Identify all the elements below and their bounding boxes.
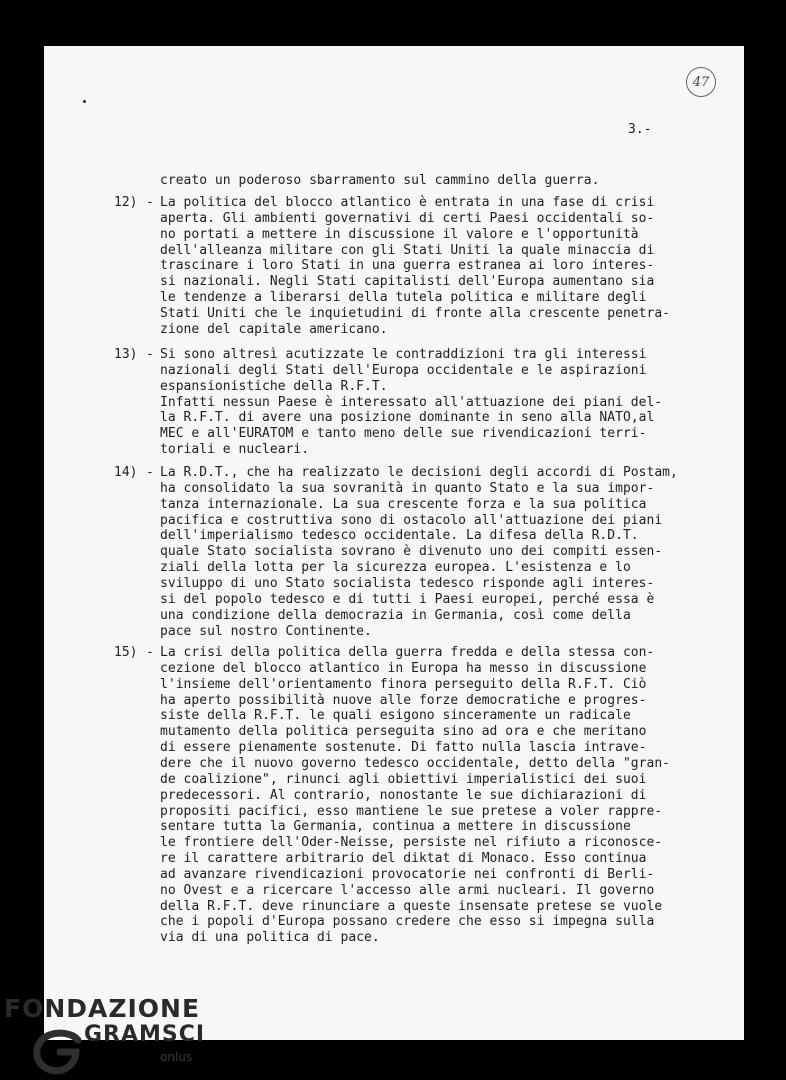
- watermark-gramsci: GRAMSCI: [84, 1022, 206, 1047]
- text-line: cezione del blocco atlantico in Europa ha messo in discussione: [160, 660, 647, 676]
- text-line: mutamento della politica perseguita sino ad ora e che meritano: [160, 724, 647, 740]
- text-line: la R.F.T. di avere una posizione dominante in seno alla NATO,al: [160, 410, 655, 426]
- intro-line: creato un poderoso sbarramento sul cammino della guerra.: [160, 173, 600, 188]
- text-line: sviluppo di uno Stato socialista tedesco risponde agli interes-: [160, 575, 655, 591]
- text-line: siste della R.F.T. le quali esigono sinceramente un radicale: [160, 708, 631, 724]
- text-line: l'insieme dell'orientamento finora perseguito della R.F.T. Ciò: [160, 676, 647, 692]
- section-number: 13): [114, 347, 138, 362]
- text-line: le tendenze a liberarsi della tutela politica e militare degli: [160, 290, 647, 306]
- text-line: tanza internazionale. La sua crescente forza e la sua politica: [160, 496, 647, 512]
- text-line: re il carattere arbitrario del diktat di Monaco. Esso continua: [160, 851, 647, 867]
- text-line: Si sono altresì acutizzate le contraddizioni tra gli interessi: [160, 347, 647, 362]
- section-number: 14): [114, 465, 138, 480]
- text-line: trascinare i loro Stati in una guerra estranea ai loro interes-: [160, 258, 655, 274]
- text-line: espansionistiche della R.F.T.: [160, 378, 388, 394]
- text-line: quale Stato socialista sovrano è divenuto uno dei compiti essen-: [160, 544, 663, 560]
- text-line: dell'imperialismo tedesco occidentale. La difesa della R.D.T.: [160, 528, 639, 544]
- text-line: sentare tutta la Germania, continua a mettere in discussione: [160, 819, 631, 835]
- text-line: propositi pacifici, esso mantiene le sue pretese a voler rappre-: [160, 803, 663, 819]
- text-line: La crisi della politica della guerra fredda e della stessa con-: [160, 645, 655, 660]
- text-line: della R.F.T. deve rinunciare a queste insensate pretese se vuole: [160, 898, 663, 914]
- section-dash: -: [146, 645, 154, 660]
- text-line: MEC e all'EURATOM e tanto meno delle sue rivendicazioni terri-: [160, 426, 647, 442]
- archive-number-stamp: 47: [686, 67, 716, 97]
- text-line: aperta. Gli ambienti governativi di certi Paesi occidentali so-: [160, 210, 655, 226]
- page-speck: [83, 100, 86, 103]
- text-line: Infatti nessun Paese è interessato all'attuazione dei piani del-: [160, 394, 663, 410]
- section-number: 15): [114, 645, 138, 660]
- text-line: Stati Uniti che le inquietudini di fronte alla crescente penetra-: [160, 305, 671, 321]
- watermark-fondazione: FONDAZIONE: [4, 994, 201, 1023]
- watermark-onlus: onlus: [160, 1050, 193, 1064]
- text-line: dere che il nuovo governo tedesco occidentale, detto della "gran-: [160, 755, 671, 771]
- text-line: nazionali degli Stati dell'Europa occidentale e le aspirazioni: [160, 362, 647, 378]
- text-line: predecessori. Al contrario, nonostante le sue dichiarazioni di: [160, 787, 647, 803]
- text-line: La R.D.T., che ha realizzato le decisioni degli accordi di Postam,: [160, 465, 678, 480]
- text-line: no portati a mettere in discussione il valore e l'opportunità: [160, 226, 639, 242]
- text-line: ha consolidato la sua sovranità in quanto Stato e la sua impor-: [160, 480, 655, 496]
- text-line: via di una politica di pace.: [160, 930, 380, 946]
- text-line: una condizione della democrazia in Germania, così come della: [160, 607, 631, 623]
- text-line: ziali della lotta per la sicurezza europea. L'esistenza e lo: [160, 560, 631, 576]
- gramsci-logo-icon: [30, 1028, 86, 1076]
- section-dash: -: [146, 465, 154, 480]
- text-line: no Ovest e a ricercare l'accesso alle armi nucleari. Il governo: [160, 882, 655, 898]
- text-line: si nazionali. Negli Stati capitalisti dell'Europa aumentano sia: [160, 274, 655, 290]
- page-number: 3.-: [628, 122, 652, 137]
- text-line: de coalizione", rinunci agli obiettivi imperialistici dei suoi: [160, 771, 647, 787]
- text-line: dell'alleanza militare con gli Stati Uniti la quale minaccia di: [160, 242, 655, 258]
- text-line: pace sul nostro Continente.: [160, 623, 372, 639]
- section-number: 12): [114, 195, 138, 210]
- section-dash: -: [146, 195, 154, 210]
- text-line: toriali e nucleari.: [160, 442, 310, 458]
- text-line: di essere pienamente sostenute. Di fatto nulla lascia intrave-: [160, 740, 647, 756]
- text-line: La politica del blocco atlantico è entrata in una fase di crisi: [160, 195, 655, 210]
- text-line: ad avanzare rivendicazioni provocatorie nei confronti di Berli-: [160, 866, 655, 882]
- text-line: le frontiere dell'Oder-Neisse, persiste nel rifiuto a riconosce-: [160, 835, 663, 851]
- section-dash: -: [146, 347, 154, 362]
- text-line: ha aperto possibilità nuove alle forze democratiche e progres-: [160, 692, 647, 708]
- text-line: che i popoli d'Europa possano credere che esso si impegna sulla: [160, 914, 655, 930]
- text-line: si del popolo tedesco e di tutti i Paesi europei, perché essa è: [160, 591, 655, 607]
- text-line: pacifica e costruttiva sono di ostacolo all'attuazione dei piani: [160, 512, 663, 528]
- text-line: zione del capitale americano.: [160, 321, 388, 337]
